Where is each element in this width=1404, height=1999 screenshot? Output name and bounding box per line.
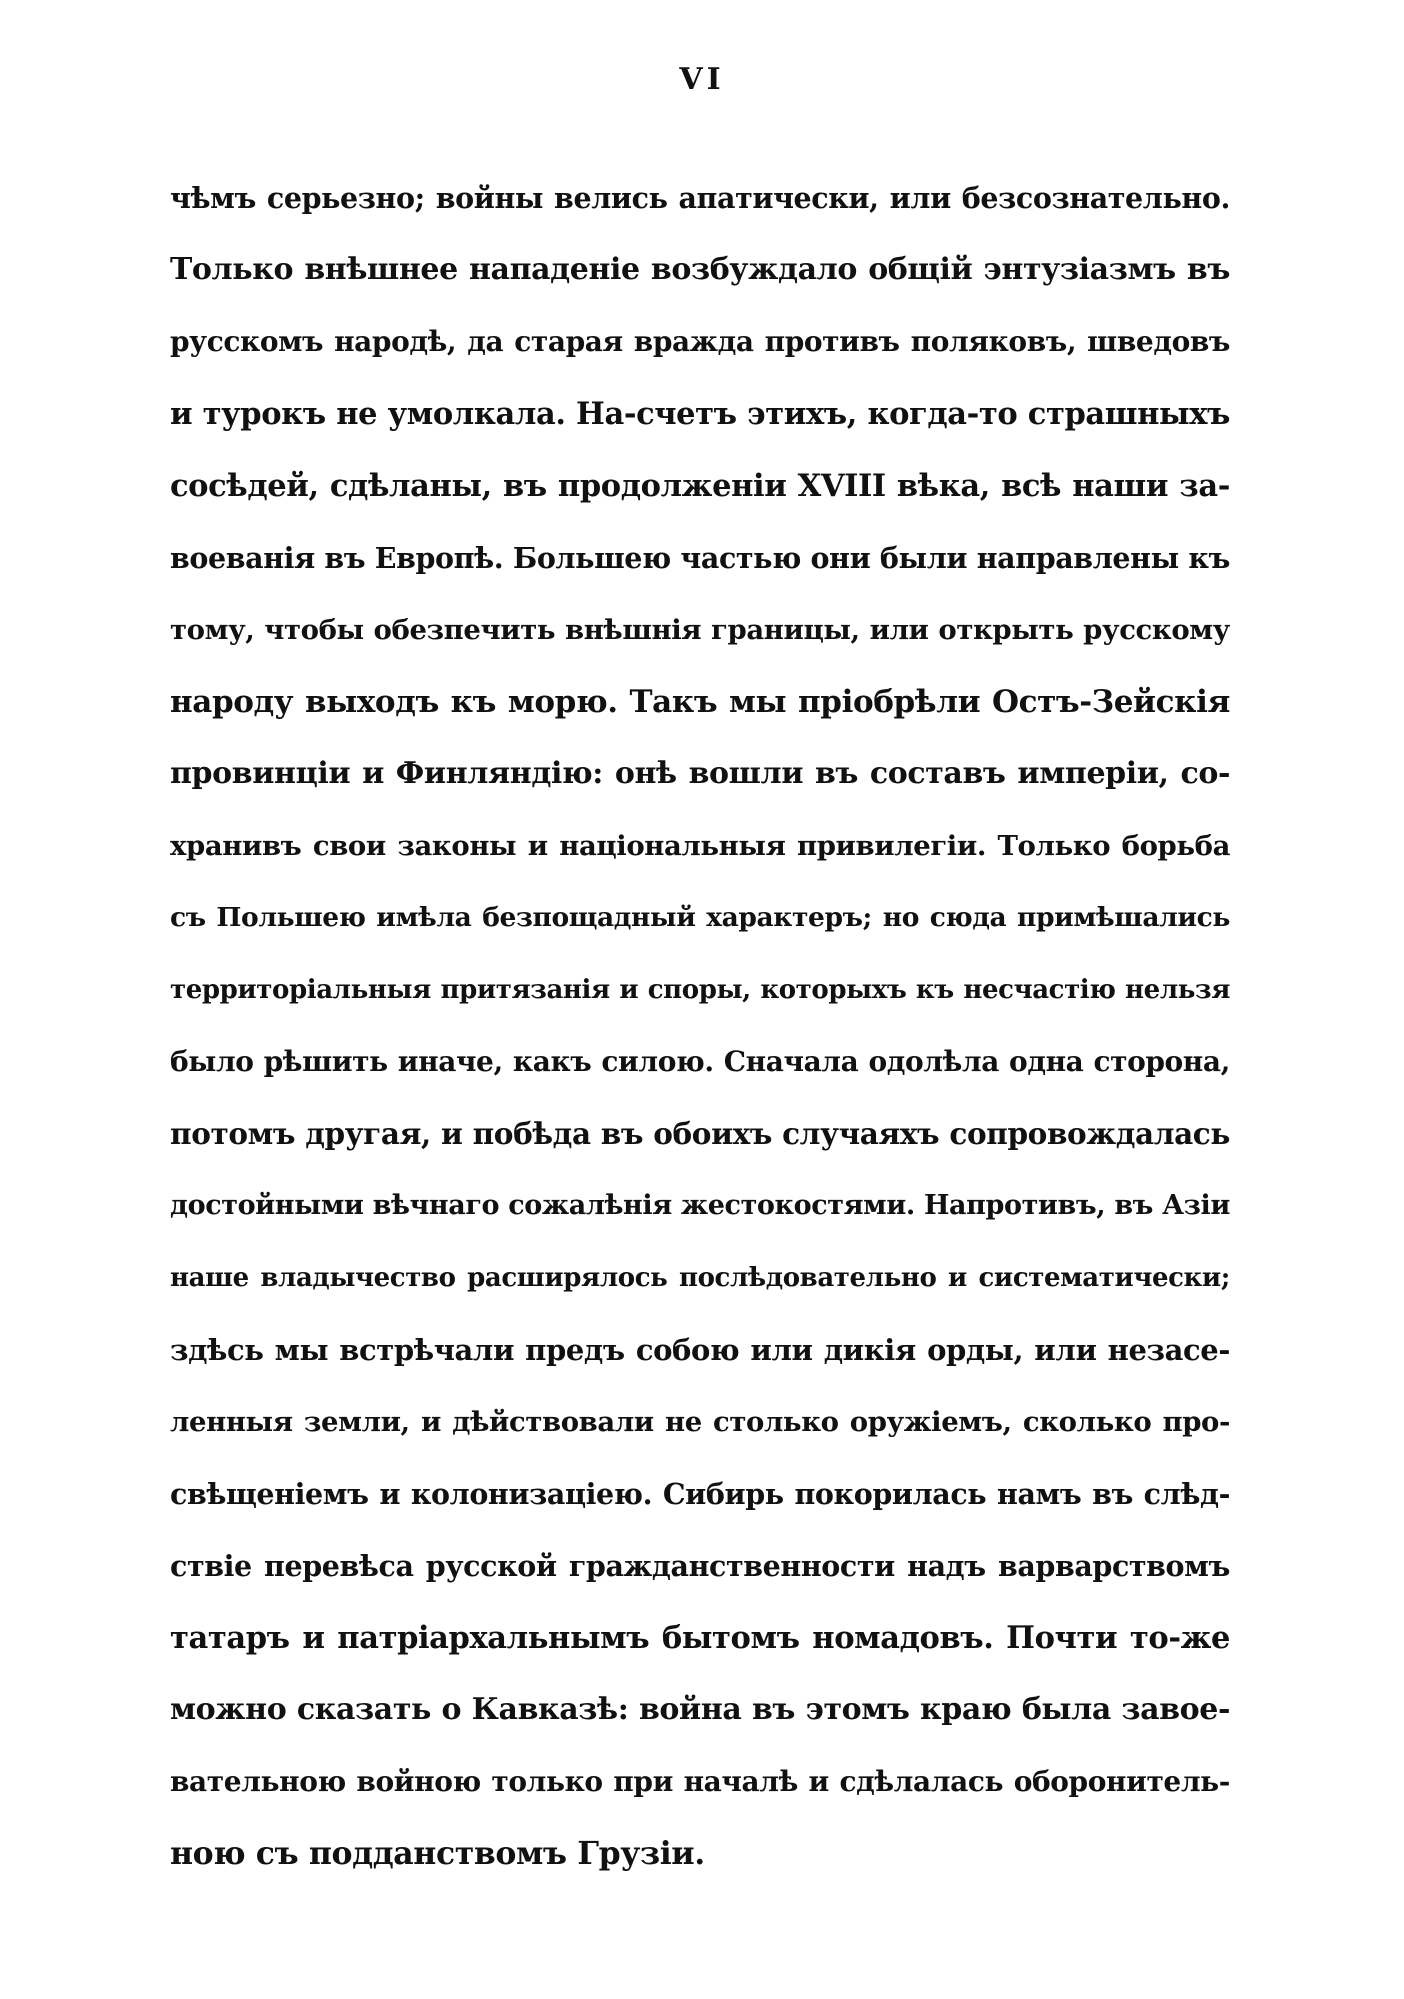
text-line: хранивъ свои законы и національныя привилегіи. Только борьба [170,830,1230,862]
text-line: чѣмъ серьезно; войны велись апатически, или безсознательно. [170,181,1230,215]
text-line: было рѣшить иначе, какъ силою. Сначала одолѣла одна сторона, [170,1045,1230,1078]
text-line: и турокъ не умолкала. На-счетъ этихъ, когда-то страшныхъ [170,396,1230,432]
text-line: потомъ другая, и побѣда въ обоихъ случаяхъ сопровождалась [170,1116,1230,1151]
page-number: VI [679,62,725,97]
text-line: сосѣдей, сдѣланы, въ продолженіи XVIII вѣка, всѣ наши за- [170,468,1230,504]
text-line: русскомъ народѣ, да старая вражда противъ поляковъ, шведовъ [170,325,1230,358]
text-line: свѣщеніемъ и колонизаціею. Сибирь покорилась намъ въ слѣд- [170,1477,1230,1511]
text-line: наше владычество расширялось послѣдовательно и систематически; [170,1263,1230,1293]
text-line: ною съ подданствомъ Грузіи. [170,1835,705,1872]
text-line: можно сказать о Кавказѣ: война въ этомъ краю была завое- [170,1692,1230,1727]
body-text [170,162,1230,1890]
text-line: Только внѣшнее нападеніе возбуждало общій энтузіазмъ въ [170,252,1230,287]
text-line: провинціи и Финляндію: онѣ вошли въ составъ имперіи, со- [170,756,1230,791]
text-line: тому, чтобы обезпечить внѣшнія границы, или открыть русскому [170,614,1230,646]
text-line: воеванія въ Европѣ. Большею частью они были направлены къ [170,541,1230,575]
text-line: татаръ и патріархальнымъ бытомъ номадовъ. Почти то-же [170,1620,1230,1656]
text-line: ленныя земли, и дѣйствовали не столько оружіемъ, сколько про- [170,1406,1230,1438]
text-line: народу выходъ къ морю. Такъ мы пріобрѣли Остъ-Зейскія [170,684,1230,720]
text-line: достойными вѣчнаго сожалѣнія жестокостями. Напротивъ, въ Азіи [170,1190,1230,1221]
text-line: вательною войною только при началѣ и сдѣлалась оборонитель- [170,1765,1230,1798]
text-line: съ Польшею имѣла безпощадный характеръ; но сюда примѣшались [170,902,1230,933]
text-line: территоріальныя притязанія и споры, которыхъ къ несчастію нельзя [170,975,1230,1005]
text-line: ствіе перевѣса русской гражданственности надъ варварствомъ [170,1549,1230,1583]
text-line: здѣсь мы встрѣчали предъ собою или дикія орды, или незасе- [170,1333,1230,1367]
